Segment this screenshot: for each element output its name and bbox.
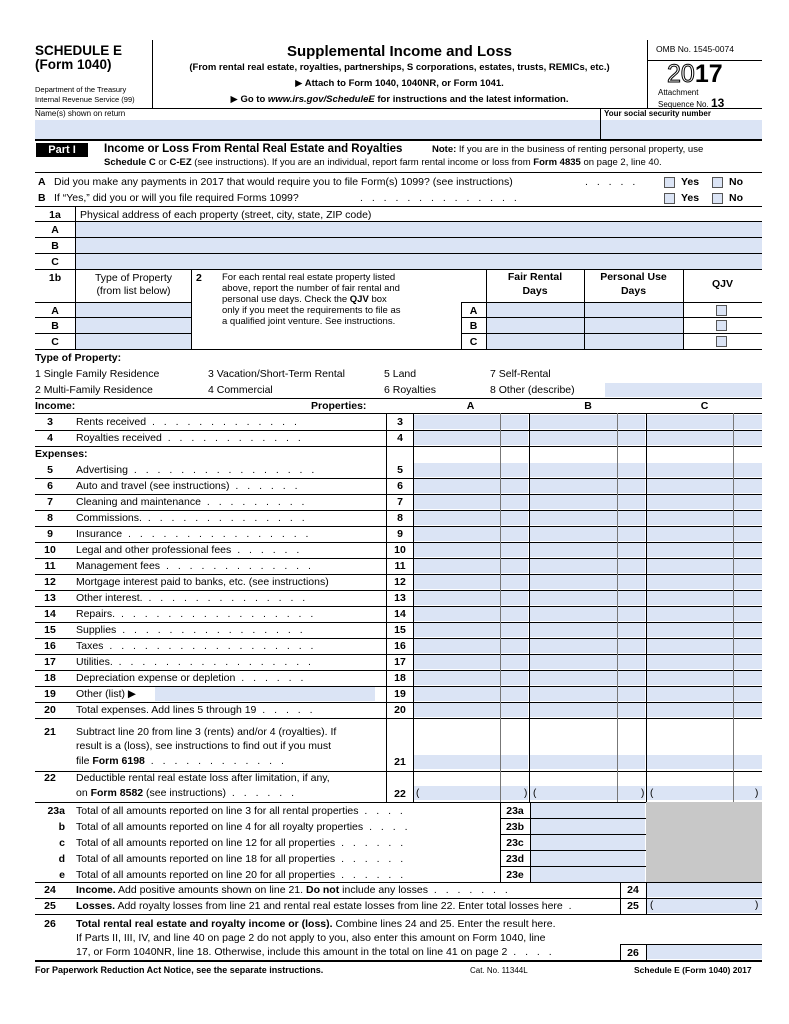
line-26-number: 26	[44, 918, 56, 930]
footer-cat-number: Cat. No. 11344L	[470, 966, 528, 975]
sequence-number: 13	[710, 96, 725, 110]
line-3-col-c-field[interactable]	[647, 415, 762, 429]
line-7-col-b-field[interactable]	[530, 495, 645, 509]
schedule-title: SCHEDULE E	[35, 43, 123, 58]
goto-url[interactable]: www.irs.gov/ScheduleE	[267, 94, 375, 105]
line-21-text-3: file Form 6198 . . . . . . . . . . . .	[76, 755, 287, 767]
line-20-box: 20	[394, 704, 406, 716]
line-18-col-c-field[interactable]	[647, 671, 762, 685]
line-18-col-b-field[interactable]	[530, 671, 645, 685]
line-21-text-2: result is a (loss), see instructions to find out if you must	[76, 740, 332, 752]
line-13-col-b-field[interactable]	[530, 591, 645, 605]
question-b-no-label: No	[729, 192, 743, 204]
line-15-box: 15	[394, 624, 406, 636]
line-6-label: Auto and travel (see instructions) . . . . . .	[76, 480, 301, 492]
line-7-col-c-field[interactable]	[647, 495, 762, 509]
type-row-a-label: A	[51, 305, 59, 317]
qjv-a-checkbox[interactable]	[716, 305, 727, 316]
personal-use-header-1: Personal Use	[600, 271, 667, 283]
line-7-number: 7	[47, 496, 53, 508]
line-17-label: Utilities. . . . . . . . . . . . . . . . . .	[76, 656, 314, 668]
line-4-col-a-field[interactable]	[414, 431, 528, 445]
line-23e-box: 23e	[506, 869, 524, 881]
line-1a-label: Physical address of each property (street, city, state, ZIP code)	[80, 209, 372, 221]
type-3: 3 Vacation/Short-Term Rental	[208, 368, 345, 380]
line-23d-number: d	[58, 853, 65, 865]
line-19-col-b-field[interactable]	[530, 687, 645, 701]
type-5: 5 Land	[384, 368, 417, 380]
line-18-number: 18	[44, 672, 56, 684]
type-a-field[interactable]	[76, 303, 191, 317]
address-b-field[interactable]	[76, 238, 762, 253]
line-13-label: Other interest. . . . . . . . . . . . . . .	[76, 592, 309, 604]
line-14-col-a-field[interactable]	[414, 607, 528, 621]
days-row-c-label: C	[469, 336, 478, 348]
line-9-col-b-field[interactable]	[530, 527, 645, 541]
line-11-box: 11	[394, 560, 406, 572]
type-7: 7 Self-Rental	[490, 368, 551, 380]
goto-instruction	[152, 95, 647, 105]
sequence-label: Sequence No. 13	[658, 96, 725, 110]
address-row-c-label: C	[51, 256, 59, 268]
attach-instruction: ▶ Attach to Form 1040, 1040NR, or Form 1041.	[295, 78, 504, 89]
line-20-col-b-field[interactable]	[530, 703, 645, 717]
type-row-b-label: B	[51, 320, 59, 332]
line-8-box: 8	[397, 512, 403, 524]
line-10-col-c-field[interactable]	[647, 543, 762, 557]
line-5-box: 5	[397, 464, 403, 476]
line-13-number: 13	[44, 592, 56, 604]
line-12-col-a-field[interactable]	[414, 575, 528, 589]
line-10-col-a-field[interactable]	[414, 543, 528, 557]
line-4-number: 4	[47, 432, 53, 444]
fair-rental-header-2: Days	[522, 285, 548, 297]
line-17-col-c-field[interactable]	[647, 655, 762, 669]
line-24-box: 24	[627, 884, 639, 896]
type-row-c-label: C	[51, 336, 59, 348]
line-5-col-c-field[interactable]	[647, 463, 762, 477]
days-row-b-label: B	[469, 320, 478, 332]
fair-rental-header-1: Fair Rental	[507, 271, 563, 283]
type-8: 8 Other (describe)	[490, 384, 575, 396]
line-5-col-a-field[interactable]	[414, 463, 528, 477]
line-19-col-a-field[interactable]	[414, 687, 528, 701]
column-a-header: A	[466, 400, 475, 412]
line-21-col-b-field[interactable]	[530, 755, 645, 769]
line-22-text-2: on Form 8582 (see instructions) . . . . . .	[76, 787, 298, 799]
fair-rental-c-field[interactable]	[487, 334, 584, 349]
line-25-box: 25	[627, 900, 639, 912]
line-4-box: 4	[397, 432, 403, 444]
line-26-text-3: 17, or Form 1040NR, line 18. Otherwise, include this amount in the total on line 41 on page 2 . . . .	[76, 946, 555, 958]
question-b-text: If “Yes,” did you or will you file required Forms 1099?	[54, 192, 299, 204]
line-8-col-c-field[interactable]	[647, 511, 762, 525]
line-12-label: Mortgage interest paid to banks, etc. (see instructions)	[76, 576, 329, 588]
line-15-col-a-field[interactable]	[414, 623, 528, 637]
type-4: 4 Commercial	[208, 384, 273, 396]
line-23a-box: 23a	[506, 805, 524, 817]
question-a-yes-label: Yes	[681, 176, 700, 188]
line-23a-field[interactable]	[531, 803, 645, 818]
line-5-label: Advertising . . . . . . . . . . . . . . . .	[76, 464, 318, 476]
days-row-a-label: A	[469, 305, 478, 317]
line-16-label: Taxes . . . . . . . . . . . . . . . . . .	[76, 640, 317, 652]
goto-suffix: for instructions and the latest information.	[374, 94, 569, 105]
line-21-box: 21	[394, 756, 406, 768]
goto-prefix: ▶ Go to	[230, 94, 268, 105]
question-a-text: Did you make any payments in 2017 that would require you to file Form(s) 1099? (see instructions)	[54, 176, 513, 188]
line-11-col-a-field[interactable]	[414, 559, 528, 573]
line-10-box: 10	[394, 544, 406, 556]
line-26-text-1: Total rental real estate and royalty income or (loss). Combine lines 24 and 25. Enter the result here.	[76, 918, 556, 930]
question-b-yes-label: Yes	[681, 192, 700, 204]
line-9-box: 9	[397, 528, 403, 540]
line-23b-field[interactable]	[531, 819, 645, 834]
line-26-field[interactable]	[647, 945, 762, 959]
line2-inst-3: personal use days. Check the QJV box	[222, 294, 387, 305]
line-11-number: 11	[44, 560, 56, 572]
line-11-col-b-field[interactable]	[530, 559, 645, 573]
line-7-label: Cleaning and maintenance . . . . . . . . .	[76, 496, 308, 508]
line-23e-field[interactable]	[531, 867, 645, 882]
line-14-col-b-field[interactable]	[530, 607, 645, 621]
line-23c-box: 23c	[506, 837, 524, 849]
line-10-label: Legal and other professional fees . . . . . .	[76, 544, 303, 556]
footer-notice: For Paperwork Reduction Act Notice, see the separate instructions.	[35, 965, 324, 975]
qjv-header: QJV	[711, 278, 733, 290]
line-21-text-1: Subtract line 20 from line 3 (rents) and/or 4 (royalties). If	[76, 726, 337, 738]
personal-use-c-field[interactable]	[585, 334, 683, 349]
type-of-property-heading: Type of Property:	[35, 352, 122, 364]
line-18-col-a-field[interactable]	[414, 671, 528, 685]
line-23d-label: Total of all amounts reported on line 18 for all properties . . . . . .	[76, 853, 407, 865]
line-20-label: Total expenses. Add lines 5 through 19 . . . . .	[76, 704, 316, 716]
line-16-col-b-field[interactable]	[530, 639, 645, 653]
line-4-label: Royalties received . . . . . . . . . . . .	[76, 432, 304, 444]
line-4-col-b-field[interactable]	[530, 431, 645, 445]
line-3-number: 3	[47, 416, 53, 428]
line-6-col-b-field[interactable]	[530, 479, 645, 493]
line-22-text-1: Deductible rental real estate loss after limitation, if any,	[76, 772, 330, 784]
line-3-col-b-field[interactable]	[530, 415, 645, 429]
line-7-col-a-field[interactable]	[414, 495, 528, 509]
line-8-col-a-field[interactable]	[414, 511, 528, 525]
personal-use-a-field[interactable]	[585, 303, 683, 317]
line-25-field[interactable]	[647, 899, 762, 913]
line-9-label: Insurance . . . . . . . . . . . . . . . .	[76, 528, 312, 540]
year-bold: 17	[694, 60, 723, 88]
type-1: 1 Single Family Residence	[35, 368, 160, 380]
line-10-col-b-field[interactable]	[530, 543, 645, 557]
line-15-number: 15	[44, 624, 56, 636]
line-6-box: 6	[397, 480, 403, 492]
line-20-col-a-field[interactable]	[414, 703, 528, 717]
address-c-field[interactable]	[76, 254, 762, 269]
line2-inst-5: a qualified joint venture. See instructions.	[222, 316, 396, 327]
line-22-col-a-field[interactable]	[414, 786, 528, 800]
question-a-letter: A	[38, 176, 46, 188]
personal-use-header-2: Days	[620, 285, 647, 297]
line2-inst-2: above, report the number of fair rental and	[222, 283, 400, 294]
department-line2: Internal Revenue Service (99)	[35, 95, 135, 104]
line-22-col-c-field[interactable]	[647, 786, 762, 800]
footer-form-id: Schedule E (Form 1040) 2017	[634, 965, 752, 975]
line-14-box: 14	[394, 608, 406, 620]
year-outline: 20	[667, 60, 695, 88]
line-5-col-b-field[interactable]	[530, 463, 645, 477]
line-7-box: 7	[397, 496, 403, 508]
line-13-col-c-field[interactable]	[647, 591, 762, 605]
line-23c-number: c	[59, 837, 65, 849]
tax-year	[667, 62, 723, 87]
line-16-col-c-field[interactable]	[647, 639, 762, 653]
line2-inst-4: only if you meet the requirements to file as	[222, 305, 401, 316]
line-8-number: 8	[47, 512, 53, 524]
part1-title: Income or Loss From Rental Real Estate and Royalties	[104, 143, 403, 155]
line-15-col-c-field[interactable]	[647, 623, 762, 637]
line-19-box: 19	[394, 688, 406, 700]
income-heading: Income:	[35, 400, 76, 412]
line-4-col-c-field[interactable]	[647, 431, 762, 445]
line-19-number: 19	[44, 688, 56, 700]
line-9-col-a-field[interactable]	[414, 527, 528, 541]
form-reference: (Form 1040)	[35, 57, 112, 72]
line-19-other-list-field[interactable]	[155, 687, 375, 701]
line-21-col-a-field[interactable]	[414, 755, 528, 769]
line-26-box: 26	[627, 947, 639, 959]
line-23c-label: Total of all amounts reported on line 12 for all properties . . . . . .	[76, 837, 407, 849]
line-23a-label: Total of all amounts reported on line 3 for all rental properties . . . .	[76, 805, 406, 817]
line-24-field[interactable]	[647, 883, 762, 897]
subtitle: (From rental real estate, royalties, partnerships, S corporations, estates, trusts, REMICs, etc.)	[189, 62, 610, 73]
part1-note-line2: Schedule C or C-EZ (see instructions). If you are an individual, report farm rental income or loss from Form 4835 on page 2, line 40.	[104, 157, 662, 168]
ssn-field[interactable]	[601, 120, 762, 139]
line-12-col-b-field[interactable]	[530, 575, 645, 589]
line-3-box: 3	[397, 416, 403, 428]
address-a-field[interactable]	[76, 222, 762, 237]
question-a-yes-checkbox[interactable]	[664, 177, 675, 188]
line-22-box: 22	[394, 788, 406, 800]
line-21-number: 21	[44, 726, 56, 738]
line-13-col-a-field[interactable]	[414, 591, 528, 605]
type-6: 6 Royalties	[384, 384, 436, 396]
line-17-col-b-field[interactable]	[530, 655, 645, 669]
line-23d-field[interactable]	[531, 851, 645, 866]
attachment-label: Attachment	[658, 88, 699, 97]
line-14-label: Repairs. . . . . . . . . . . . . . . . . .	[76, 608, 317, 620]
line-23d-box: 23d	[505, 853, 525, 865]
qjv-c-checkbox[interactable]	[716, 336, 727, 347]
part1-tag: Part I	[36, 143, 88, 157]
other-describe-field[interactable]	[605, 383, 762, 397]
main-title: Supplemental Income and Loss	[286, 43, 513, 60]
line-9-col-c-field[interactable]	[647, 527, 762, 541]
line-23a-number: 23a	[47, 805, 65, 817]
line-14-number: 14	[44, 608, 56, 620]
line-24-text: Income. Add positive amounts shown on line 21. Do not include any losses . . . . . . .	[76, 884, 511, 896]
address-row-b-label: B	[51, 240, 59, 252]
type-b-field[interactable]	[76, 318, 191, 333]
question-a-no-checkbox[interactable]	[712, 177, 723, 188]
line-6-col-c-field[interactable]	[647, 479, 762, 493]
line-20-col-c-field[interactable]	[647, 703, 762, 717]
fair-rental-b-field[interactable]	[487, 318, 584, 333]
line-23b-label: Total of all amounts reported on line 4 for all royalty properties . . . .	[76, 821, 411, 833]
line-16-number: 16	[44, 640, 56, 652]
department-line1: Department of the Treasury	[35, 85, 127, 94]
line-25-text: Losses. Add royalty losses from line 21 and rental real estate losses from line 22. Enter total losses here .	[76, 900, 575, 912]
line-20-number: 20	[44, 704, 56, 716]
ssn-label: Your social security number	[604, 109, 711, 118]
omb-number: OMB No. 1545-0074	[656, 44, 734, 54]
line-19-col-c-field[interactable]	[647, 687, 762, 701]
line-18-box: 18	[394, 672, 406, 684]
line-23b-box: 23b	[505, 821, 525, 833]
line-6-number: 6	[47, 480, 53, 492]
line-17-col-a-field[interactable]	[414, 655, 528, 669]
line-5-number: 5	[47, 464, 53, 476]
line-21-col-c-field[interactable]	[647, 755, 762, 769]
question-a-no-label: No	[729, 176, 743, 188]
line-1b-number: 1b	[48, 272, 62, 284]
line-9-number: 9	[47, 528, 53, 540]
line-1a-number: 1a	[49, 209, 61, 221]
line-23b-number: b	[58, 821, 65, 833]
line-8-col-b-field[interactable]	[530, 511, 645, 525]
line-23-shaded-area	[646, 802, 762, 882]
line-16-box: 16	[394, 640, 406, 652]
personal-use-b-field[interactable]	[585, 318, 683, 333]
line-3-col-a-field[interactable]	[414, 415, 528, 429]
fair-rental-a-field[interactable]	[487, 303, 584, 317]
line-12-number: 12	[44, 576, 56, 588]
question-b-yes-checkbox[interactable]	[664, 193, 675, 204]
line-3-label: Rents received . . . . . . . . . . . . .	[76, 416, 300, 428]
line-23c-field[interactable]	[531, 835, 645, 850]
names-label: Name(s) shown on return	[35, 109, 126, 118]
type-header-1: Type of Property	[94, 272, 173, 284]
line-13-box: 13	[394, 592, 406, 604]
line-25-number: 25	[44, 900, 56, 912]
properties-heading: Properties:	[311, 400, 367, 412]
question-b-no-checkbox[interactable]	[712, 193, 723, 204]
line-15-label: Supplies . . . . . . . . . . . . . . . .	[76, 624, 306, 636]
line-12-box: 12	[394, 576, 406, 588]
line-23e-number: e	[59, 869, 65, 881]
line-11-label: Management fees . . . . . . . . . . . . .	[76, 560, 314, 572]
line-15-col-b-field[interactable]	[530, 623, 645, 637]
column-b-header: B	[584, 400, 592, 412]
address-row-a-label: A	[51, 224, 59, 236]
line-10-number: 10	[44, 544, 56, 556]
column-c-header: C	[700, 400, 709, 412]
line-2-number: 2	[196, 272, 202, 284]
line-17-number: 17	[44, 656, 56, 668]
line2-inst-1: For each rental real estate property listed	[222, 272, 396, 283]
name-field[interactable]	[35, 120, 600, 139]
type-2: 2 Multi-Family Residence	[35, 384, 153, 396]
question-b-letter: B	[38, 192, 46, 204]
part1-note: Note: If you are in the business of renting personal property, use	[432, 144, 704, 155]
line-22-col-b-field[interactable]	[530, 786, 645, 800]
line-14-col-c-field[interactable]	[647, 607, 762, 621]
line-23e-label: Total of all amounts reported on line 20 for all properties . . . . . .	[76, 869, 407, 881]
line-11-col-c-field[interactable]	[647, 559, 762, 573]
expenses-heading: Expenses:	[35, 448, 88, 460]
line-19-label: Other (list) ▶	[76, 688, 136, 700]
line-12-col-c-field[interactable]	[647, 575, 762, 589]
line-8-label: Commissions. . . . . . . . . . . . . . .	[76, 512, 308, 524]
qjv-b-checkbox[interactable]	[716, 320, 727, 331]
line-6-col-a-field[interactable]	[414, 479, 528, 493]
type-c-field[interactable]	[76, 334, 191, 349]
line-18-label: Depreciation expense or depletion . . . . . .	[76, 672, 307, 684]
line-24-number: 24	[44, 884, 56, 896]
line-22-number: 22	[44, 772, 56, 784]
line-26-text-2: If Parts II, III, IV, and line 40 on page 2 do not apply to you, also enter this amount on Form 1040, line	[76, 932, 546, 944]
line-17-box: 17	[394, 656, 406, 668]
line-16-col-a-field[interactable]	[414, 639, 528, 653]
type-header-2: (from list below)	[96, 285, 171, 297]
